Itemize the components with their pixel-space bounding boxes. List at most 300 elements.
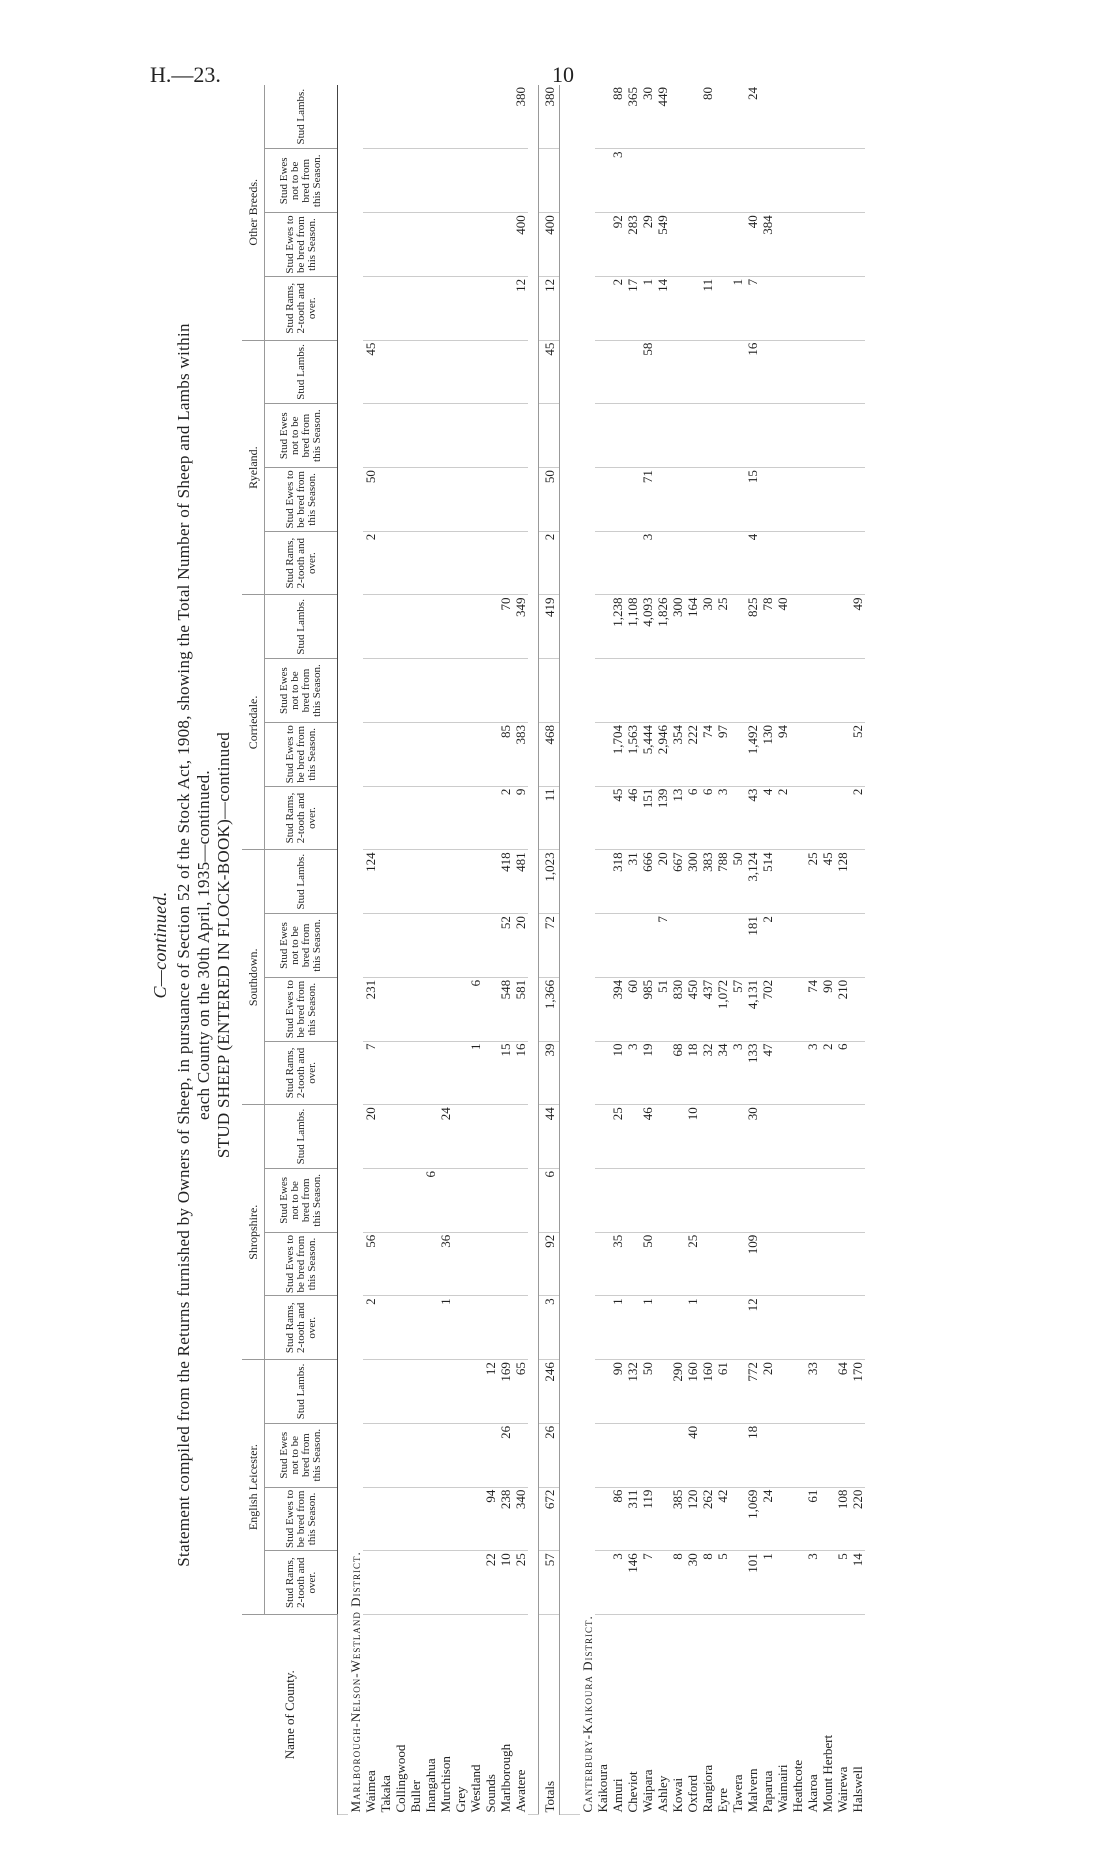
table-cell [408, 149, 423, 213]
table-cell [468, 85, 483, 149]
table-cell [655, 1105, 670, 1169]
table-cell [595, 1360, 610, 1424]
county-name: Collingwood [393, 1744, 408, 1813]
table-cell: 68 [670, 1041, 685, 1105]
table-cell [775, 1168, 790, 1232]
table-cell [408, 531, 423, 595]
table-cell [700, 1296, 715, 1360]
table-cell [820, 1360, 835, 1424]
table-cell [790, 213, 805, 277]
table-cell [685, 85, 700, 149]
table-cell [805, 276, 820, 340]
table-cell [835, 340, 850, 404]
table-cell [730, 786, 745, 850]
column-header: Stud Ewes to be bred from this Season. [265, 1487, 338, 1551]
table-cell [610, 404, 625, 468]
table-cell [468, 340, 483, 404]
table-cell: 7 [745, 276, 760, 340]
county-name: Waimairi [775, 1764, 790, 1813]
county-name: Mount Herbert [820, 1734, 835, 1813]
table-cell [805, 914, 820, 978]
table-cell [835, 85, 850, 149]
table-cell: 3 [625, 1041, 640, 1105]
table-cell: 120 [685, 1487, 700, 1551]
table-cell [423, 850, 438, 914]
county-name: Westland [468, 1764, 483, 1813]
table-cell [625, 340, 640, 404]
table-cell: 15 [498, 1041, 513, 1105]
table-cell: 25 [610, 1105, 625, 1169]
table-cell: 1,826 [655, 595, 670, 659]
table-cell [498, 213, 513, 277]
table-cell [655, 1551, 670, 1615]
table-cell [468, 659, 483, 723]
county-name: Waipara [640, 1769, 655, 1813]
column-header: Stud Rams, 2-tooth and over. [265, 531, 338, 595]
table-cell [408, 213, 423, 277]
table-cell [850, 276, 865, 340]
column-header: Stud Rams, 2-tooth and over. [265, 786, 338, 850]
table-cell: 90 [610, 1360, 625, 1424]
table-cell: 246 [539, 1360, 560, 1424]
column-header: Stud Lambs. [265, 340, 338, 404]
table-cell: 311 [625, 1487, 640, 1551]
table-cell [700, 914, 715, 978]
table-cell: 6 [835, 1041, 850, 1105]
table-cell [378, 468, 393, 532]
table-cell [610, 914, 625, 978]
table-cell: 13 [670, 786, 685, 850]
table-cell: 11 [700, 276, 715, 340]
table-cell: 40 [745, 213, 760, 277]
table-cell: 101 [745, 1551, 760, 1615]
breed-group-header: Corriedale. [242, 595, 265, 850]
table-cell: 36 [438, 1232, 453, 1296]
table-cell [715, 659, 730, 723]
table-cell [700, 659, 715, 723]
table-cell [850, 85, 865, 149]
table-cell [539, 659, 560, 723]
table-cell [670, 276, 685, 340]
table-cell [730, 1168, 745, 1232]
table-cell [408, 595, 423, 659]
spacer-cell [338, 85, 349, 1815]
table-cell [483, 1041, 498, 1105]
table-cell [685, 659, 700, 723]
column-header: Stud Lambs. [265, 1105, 338, 1169]
table-cell [378, 977, 393, 1041]
table-cell: 20 [363, 1105, 378, 1169]
table-cell [805, 85, 820, 149]
table-cell: 61 [805, 1487, 820, 1551]
table-cell: 130 [760, 722, 775, 786]
table-cell [453, 1487, 468, 1551]
table-cell [850, 404, 865, 468]
table-cell: 300 [685, 850, 700, 914]
table-cell [423, 404, 438, 468]
table-cell [655, 468, 670, 532]
table-cell [790, 914, 805, 978]
table-cell [595, 595, 610, 659]
table-cell [715, 1105, 730, 1169]
table-cell [498, 85, 513, 149]
table-cell [715, 1423, 730, 1487]
table-cell: 52 [850, 722, 865, 786]
table-cell [790, 1423, 805, 1487]
table-cell: 3 [610, 1551, 625, 1615]
table-cell: 30 [745, 1105, 760, 1169]
table-cell [805, 1168, 820, 1232]
table-cell: 10 [685, 1105, 700, 1169]
table-cell [423, 468, 438, 532]
table-cell [775, 149, 790, 213]
table-cell: 50 [640, 1360, 655, 1424]
table-cell: 3 [730, 1041, 745, 1105]
table-cell [790, 340, 805, 404]
page-reference: H.—23. [150, 62, 221, 87]
table-cell: 14 [850, 1551, 865, 1615]
table-cell [408, 786, 423, 850]
table-cell [820, 276, 835, 340]
table-cell [670, 1296, 685, 1360]
table-cell: 400 [513, 213, 528, 277]
table-cell: 24 [760, 1487, 775, 1551]
table-cell [835, 1232, 850, 1296]
table-cell: 46 [640, 1105, 655, 1169]
table-cell: 5 [835, 1551, 850, 1615]
table-cell: 220 [850, 1487, 865, 1551]
table-cell [513, 1296, 528, 1360]
table-cell [468, 1487, 483, 1551]
table-cell [730, 1487, 745, 1551]
table-cell [378, 1423, 393, 1487]
table-cell: 300 [670, 595, 685, 659]
table-cell [408, 1551, 423, 1615]
table-cell [775, 340, 790, 404]
table-cell: 3 [610, 149, 625, 213]
table-cell: 9 [513, 786, 528, 850]
table-cell [378, 276, 393, 340]
table-cell [468, 531, 483, 595]
table-cell [453, 213, 468, 277]
table-cell: 672 [539, 1487, 560, 1551]
table-cell [408, 276, 423, 340]
table-cell [483, 1232, 498, 1296]
table-cell [483, 1168, 498, 1232]
table-cell [790, 85, 805, 149]
table-cell [685, 468, 700, 532]
table-row [745, 85, 760, 1815]
table-cell [498, 468, 513, 532]
table-cell [595, 1105, 610, 1169]
table-cell [790, 468, 805, 532]
table-cell: 65 [513, 1360, 528, 1424]
table-cell: 1,563 [625, 722, 640, 786]
table-cell [715, 340, 730, 404]
table-cell [655, 659, 670, 723]
table-cell [453, 340, 468, 404]
table-cell: 60 [625, 977, 640, 1041]
table-cell: 2 [363, 1296, 378, 1360]
table-cell [700, 1232, 715, 1296]
table-cell [408, 340, 423, 404]
table-cell: 50 [730, 850, 745, 914]
table-cell [730, 1423, 745, 1487]
table-cell [700, 213, 715, 277]
table-cell [468, 276, 483, 340]
table-cell [438, 722, 453, 786]
table-cell: 581 [513, 977, 528, 1041]
table-cell [453, 531, 468, 595]
column-header-row [265, 85, 338, 1815]
table-cell [790, 977, 805, 1041]
table-cell [363, 1360, 378, 1424]
table-cell: 124 [363, 850, 378, 914]
table-cell [850, 213, 865, 277]
table-cell [498, 1296, 513, 1360]
table-cell [655, 531, 670, 595]
table-cell [670, 1105, 685, 1169]
table-row [730, 85, 745, 1815]
table-cell [670, 468, 685, 532]
table-cell: 109 [745, 1232, 760, 1296]
table-cell [453, 786, 468, 850]
table-cell [483, 213, 498, 277]
table-row [655, 85, 670, 1815]
table-cell [670, 85, 685, 149]
table-cell: 238 [498, 1487, 513, 1551]
table-cell [363, 1423, 378, 1487]
table-cell [393, 1360, 408, 1424]
table-cell [850, 1168, 865, 1232]
table-cell [715, 85, 730, 149]
table-cell [715, 149, 730, 213]
table-cell [850, 1041, 865, 1105]
table-cell [730, 213, 745, 277]
table-cell: 90 [820, 977, 835, 1041]
table-cell [378, 213, 393, 277]
table-cell [610, 659, 625, 723]
table-cell [655, 1296, 670, 1360]
table-cell: 170 [850, 1360, 865, 1424]
table-cell [805, 213, 820, 277]
table-cell: 12 [483, 1360, 498, 1424]
table-cell: 181 [745, 914, 760, 978]
county-name: Grey [453, 1786, 468, 1813]
table-cell: 825 [745, 595, 760, 659]
table-cell [423, 1296, 438, 1360]
table-cell [745, 404, 760, 468]
table-row [700, 85, 715, 1815]
totals-row [539, 85, 560, 1815]
county-name: Amuri [610, 1778, 625, 1813]
table-cell: 384 [760, 213, 775, 277]
table-cell: 1 [730, 276, 745, 340]
table-cell [595, 340, 610, 404]
table-cell [483, 531, 498, 595]
table-cell: 985 [640, 977, 655, 1041]
table-row [408, 85, 423, 1815]
table-cell [820, 595, 835, 659]
table-cell: 2 [610, 276, 625, 340]
table-cell [595, 786, 610, 850]
table-cell: 2 [775, 786, 790, 850]
county-name: Oxford [685, 1774, 700, 1813]
table-cell [513, 1105, 528, 1169]
table-cell [775, 468, 790, 532]
table-cell [760, 149, 775, 213]
table-cell [453, 1105, 468, 1169]
table-cell [730, 1296, 745, 1360]
table-row [715, 85, 730, 1815]
table-cell [378, 850, 393, 914]
table-cell [393, 850, 408, 914]
table-cell: 30 [640, 85, 655, 149]
table-cell [835, 595, 850, 659]
table-cell [595, 85, 610, 149]
table-cell: 283 [625, 213, 640, 277]
table-cell: 380 [539, 85, 560, 149]
table-cell [850, 531, 865, 595]
table-cell [820, 1168, 835, 1232]
column-header: Stud Rams, 2-tooth and over. [265, 276, 338, 340]
table-cell: 1,492 [745, 722, 760, 786]
table-cell [670, 531, 685, 595]
table-cell [775, 659, 790, 723]
table-cell [805, 531, 820, 595]
table-cell [625, 468, 640, 532]
table-cell [378, 1487, 393, 1551]
table-cell [498, 1168, 513, 1232]
column-header: Stud Rams, 2-tooth and over. [265, 1041, 338, 1105]
table-cell [393, 404, 408, 468]
table-cell [850, 977, 865, 1041]
table-cell [805, 659, 820, 723]
table-cell [595, 149, 610, 213]
table-cell [775, 914, 790, 978]
table-cell: 354 [670, 722, 685, 786]
table-cell: 318 [610, 850, 625, 914]
table-cell [423, 914, 438, 978]
table-cell [453, 659, 468, 723]
table-cell: 6 [685, 786, 700, 850]
county-name: Takaka [378, 1775, 393, 1813]
table-cell: 94 [775, 722, 790, 786]
table-cell [670, 1232, 685, 1296]
table-cell [625, 1423, 640, 1487]
table-cell: 4 [760, 786, 775, 850]
table-cell [483, 977, 498, 1041]
table-cell: 383 [513, 722, 528, 786]
table-cell [468, 404, 483, 468]
table-cell: 32 [700, 1041, 715, 1105]
table-cell [670, 1423, 685, 1487]
table-cell [468, 149, 483, 213]
table-cell [820, 722, 835, 786]
continued-label: C—continued. [150, 891, 170, 999]
table-cell: 94 [483, 1487, 498, 1551]
county-name: Marlborough [498, 1743, 513, 1813]
table-cell [595, 977, 610, 1041]
table-cell [820, 1232, 835, 1296]
table-cell [408, 659, 423, 723]
table-cell [595, 1296, 610, 1360]
table-cell [453, 1232, 468, 1296]
table-cell [453, 850, 468, 914]
table-cell: 6 [539, 1168, 560, 1232]
county-name: Cheviot [625, 1771, 640, 1813]
table-cell [760, 1168, 775, 1232]
table-cell [483, 85, 498, 149]
table-cell [730, 531, 745, 595]
table-cell [483, 1105, 498, 1169]
table-cell [423, 1487, 438, 1551]
table-cell [363, 213, 378, 277]
table-cell [805, 404, 820, 468]
table-cell [835, 149, 850, 213]
table-cell [820, 85, 835, 149]
table-cell [595, 1423, 610, 1487]
breed-group-header: Southdown. [242, 850, 265, 1105]
table-cell [715, 213, 730, 277]
table-cell: 45 [539, 340, 560, 404]
table-cell [790, 659, 805, 723]
table-cell [790, 786, 805, 850]
county-name: Inangahua [423, 1758, 438, 1813]
table-cell [715, 1168, 730, 1232]
table-cell [393, 1232, 408, 1296]
table-cell [408, 1041, 423, 1105]
table-cell: 26 [539, 1423, 560, 1487]
table-cell: 1,704 [610, 722, 625, 786]
table-cell [453, 1423, 468, 1487]
table-cell [760, 659, 775, 723]
table-cell: 164 [685, 595, 700, 659]
table-cell [393, 722, 408, 786]
table-cell: 57 [730, 977, 745, 1041]
table-cell [453, 1360, 468, 1424]
table-row [805, 85, 820, 1815]
table-cell: 6 [700, 786, 715, 850]
table-cell [468, 1360, 483, 1424]
table-cell [730, 1360, 745, 1424]
table-cell: 1 [760, 1551, 775, 1615]
table-cell [850, 850, 865, 914]
table-cell [670, 1168, 685, 1232]
table-cell: 400 [539, 213, 560, 277]
table-cell [483, 914, 498, 978]
county-name: Kowai [670, 1777, 685, 1813]
table-cell: 385 [670, 1487, 685, 1551]
table-cell [820, 404, 835, 468]
table-cell: 1,238 [610, 595, 625, 659]
table-cell [745, 149, 760, 213]
table-cell [393, 1487, 408, 1551]
table-row [625, 85, 640, 1815]
table-cell: 11 [539, 786, 560, 850]
table-cell [513, 340, 528, 404]
district-heading-row [348, 85, 363, 1815]
table-cell [393, 1423, 408, 1487]
table-cell [498, 149, 513, 213]
table-cell [775, 850, 790, 914]
table-cell [850, 1232, 865, 1296]
table-cell [423, 276, 438, 340]
table-cell [483, 468, 498, 532]
table-cell [468, 850, 483, 914]
table-cell: 40 [775, 595, 790, 659]
table-cell: 42 [715, 1487, 730, 1551]
